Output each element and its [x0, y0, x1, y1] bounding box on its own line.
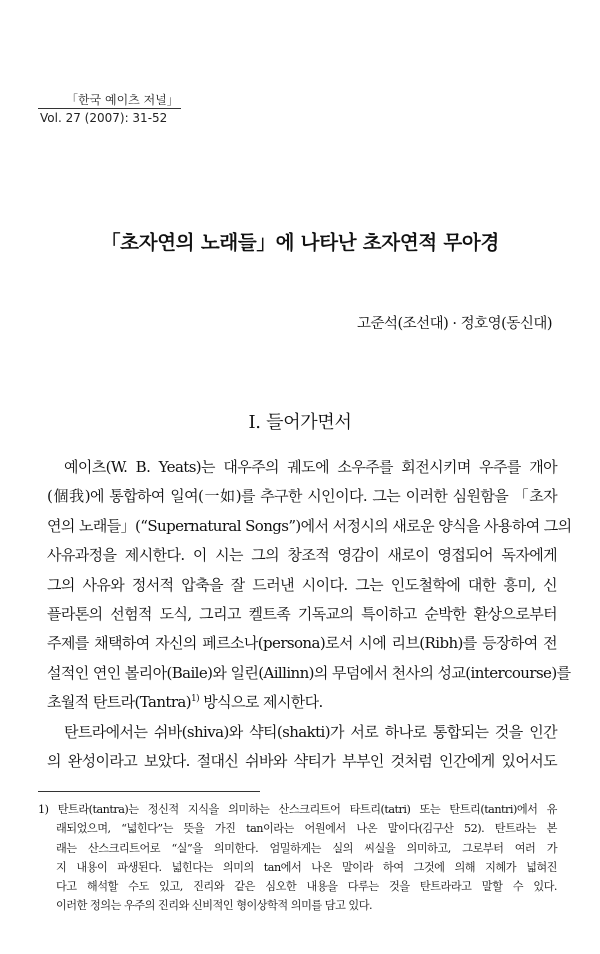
journal-volume: Vol. 27 (2007): 31-52 — [40, 111, 168, 125]
section-heading: I. 들어가면서 — [248, 412, 352, 433]
body-text — [47, 453, 572, 776]
body-line: 탄트라에서는 쉬바(shiva)와 샥티(shakti)가 서로 하나로 통합되는 것을 인간 — [64, 722, 557, 741]
footnote-ref[interactable]: 1) — [191, 694, 200, 705]
body-line-with-footnote — [47, 688, 557, 717]
body-line: 플라톤의 선험적 도식, 그리고 켈트족 기독교의 특이하고 순박한 환상으로부터 — [47, 605, 557, 624]
footnote-line: 다고 해석할 수도 있고, 진리와 같은 심오한 내용을 다루는 것을 탄트라라고 말할 수 있다. — [56, 880, 557, 894]
footnote-line: 1) 탄트라(tantra)는 정신적 지식을 의미하는 산스크리트어 타트리(tatri) 또는 탄트리(tantri)에서 유 — [38, 803, 557, 816]
body-line: 예이츠(W. B. Yeats)는 대우주의 궤도에 소우주를 회전시키며 우주를 개아 — [64, 458, 557, 476]
footnote-line: 이러한 정의는 우주의 진리와 신비적인 형이상학적 의미를 담고 있다. — [56, 899, 373, 913]
body-line: 그의 사유와 정서적 압축을 잘 드러낸 시이다. 그는 인도철학에 대한 흥미, 신 — [47, 575, 557, 594]
journal-name: 「한국 예이츠 저널」 — [38, 93, 181, 109]
paper-title: 「초자연의 노래들」에 나타난 초자연적 무아경 — [100, 231, 500, 254]
footnote-line: 래되었으며, “넓힌다”는 뜻을 가진 tan이라는 어원에서 나온 말이다(김구산 52). 탄트라는 본 — [56, 822, 557, 836]
body-line-head: 초월적 탄트라(Tantra) — [47, 693, 191, 712]
body-line: (個我)에 통합하여 일여(一如)를 추구한 시인이다. 그는 이러한 심원함을 「초자 — [47, 487, 557, 506]
body-line: 연의 노래들」(“Supernatural Songs”)에서 서정시의 새로운 양식을 사용하여 그의 — [47, 516, 572, 535]
journal-header — [38, 93, 181, 126]
body-line-tail: 방식으로 제시한다. — [199, 693, 323, 712]
body-line: 의 완성이라고 보았다. 절대신 쉬바와 샥티가 부부인 것처럼 인간에게 있어서도 — [47, 752, 557, 771]
footnote-divider — [38, 791, 260, 792]
body-line: 사유과정을 제시한다. 이 시는 그의 창조적 영감이 새로이 영접되어 독자에게 — [47, 546, 557, 565]
paper-authors: 고준석(조선대) · 정호영(동신대) — [356, 316, 552, 332]
body-line: 설적인 연인 볼리아(Baile)와 일린(Aillinn)의 무덤에서 천사의 성교(intercourse)를 — [47, 663, 571, 682]
body-line: 주제를 채택하여 자신의 페르소나(persona)로서 시에 리브(Ribh)를 등장하여 전 — [47, 634, 557, 653]
footnote — [38, 800, 557, 916]
footnote-line: 지 내용이 파생된다. 넓힌다는 의미의 tan에서 나온 말이라 하여 그것에 의해 지혜가 넓혀진 — [56, 860, 557, 874]
footnote-line: 래는 산스크리트어로 “실”을 의미한다. 엄밀하게는 실의 씨실을 의미하고, 그로부터 여러 가 — [56, 841, 557, 855]
